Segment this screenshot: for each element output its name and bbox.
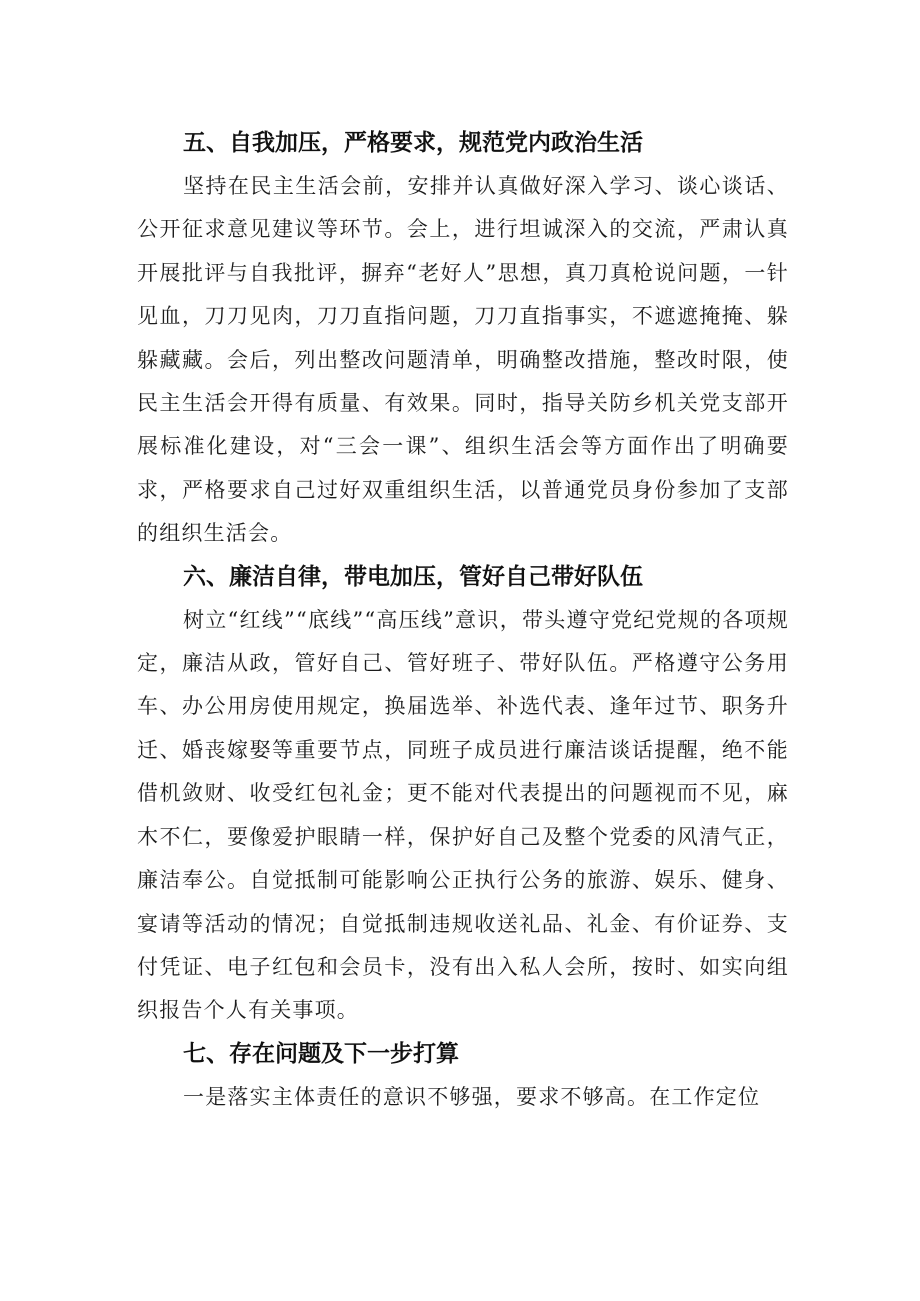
section-paragraph-7: 一是落实主体责任的意识不够强，要求不够高。在工作定位 bbox=[183, 1084, 761, 1109]
section-heading-5: 五、自我加压，严格要求，规范党内政治生活 bbox=[183, 130, 643, 156]
document-body bbox=[137, 122, 789, 1119]
section-paragraph-6: 树立“红线”“底线”“高压线”意识，带头遵守党纪党规的各项规定，廉洁从政，管好自己、管好班子、带好队伍。严格遵守公务用车、办公用房使用规定，换届选举、补选代表、逢年过节、职务升迁、婚丧嫁娶等重要节点，同班子成员进行廉洁谈话提醒，绝不能借机敛财、收受红包礼金；更不能对代表提出的问题视而不见，麻木不仁，要像爱护眼睛一样，保护好自己及整个党委的风清气正，廉洁奉公。自觉抵制可能影响公正执行公务的旅游、娱乐、健身、宴请等活动的情况；自觉抵制违规收送礼品、礼金、有价证券、支付凭证、电子红包和会员卡，没有出入私人会所，按时、如实向组织报告个人有关事项。 bbox=[137, 607, 789, 1023]
section-heading-6: 六、廉洁自律，带电加压，管好自己带好队伍 bbox=[183, 563, 643, 590]
section-heading-7: 七、存在问题及下一步打算 bbox=[183, 1040, 459, 1067]
section-paragraph-5: 坚持在民主生活会前，安排并认真做好深入学习、谈心谈话、公开征求意见建议等环节。会上，进行坦诚深入的交流，严肃认真开展批评与自我批评，摒弃“老好人”思想，真刀真枪说问题，一针见血，刀刀见肉，刀刀直指问题，刀刀直指事实，不遮遮掩掩、躲躲藏藏。会后，列出整改问题清单，明确整改措施，整改时限，使民主生活会开得有质量、有效果。同时，指导关防乡机关党支部开展标准化建设，对“三会一课”、组织生活会等方面作出了明确要求，严格要求自己过好双重组织生活，以普通党员身份参加了支部的组织生活会。 bbox=[137, 174, 789, 546]
